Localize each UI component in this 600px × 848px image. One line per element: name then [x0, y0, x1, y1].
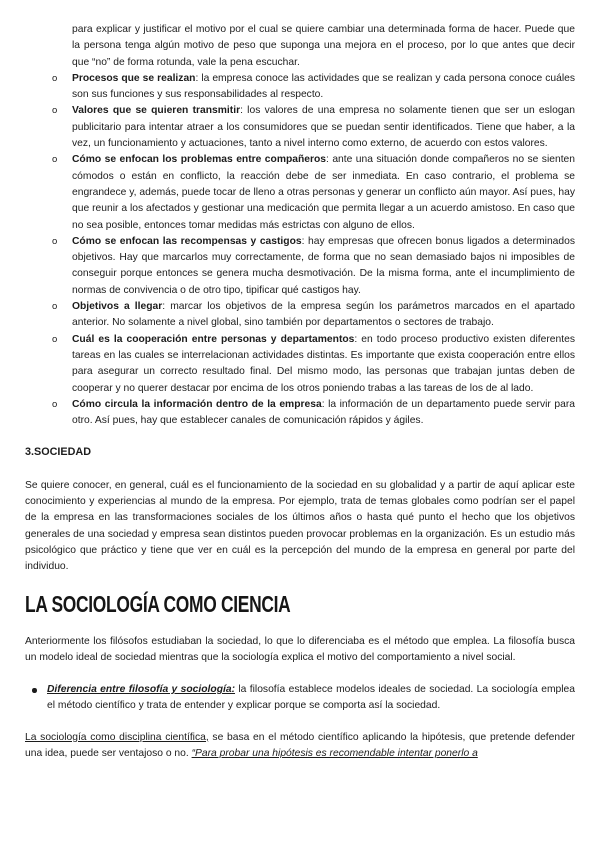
- list-item: [25, 71, 575, 104]
- list-item: [25, 152, 575, 233]
- process-aspects-list: [25, 71, 575, 430]
- circle-bullet-icon: o: [52, 235, 58, 247]
- list-item: [25, 397, 575, 430]
- circle-bullet-icon: o: [52, 154, 58, 166]
- list-item: [25, 299, 575, 332]
- item-text: : la información de un departamento puede servir para otro. Así pues, hay que establecer canales de comunicación rápidos y ágiles.: [72, 398, 575, 427]
- closing-quote: “Para probar una hipótesis es recomendable intentar ponerlo a: [191, 747, 478, 759]
- closing-lead-underlined: La sociología como disciplina científica,: [25, 731, 209, 743]
- item-title: Objetivos a llegar: [72, 301, 163, 313]
- item-title: Cómo se enfocan los problemas entre compañeros: [72, 154, 327, 166]
- sociedad-paragraph: Se quiere conocer, en general, cuál es el funcionamiento de la sociedad en su globalidad y a partir de aquí aplicar este conocimiento y experiencias al mundo de la empresa. Por ejemplo, trata de temas globales como podrían ser el papel de la empresa en las transformaciones sociales de los últimos años o hasta qué punto el hecho que los objetivos generales de una sociedad y empresa sean distintos pueden provocar problemas en la organización. Es un estudio más psicológico que práctico y tiene que ver en cuál es la percepción del mundo de la empresa en general por parte del individuo.: [25, 479, 575, 573]
- item-text: : hay empresas que ofrecen bonus ligados a determinados objetivos. Hay que marcarlos muy correctamente, de forma que no sean demasiado bajos ni imposibles de conseguir porque entonces se genera mucha desmotivación. De la misma forma, ante el incumplimiento de normas de convivencia o de otro tipo, tipificar qué castigos hay.: [72, 235, 575, 296]
- item-text: : en todo proceso productivo existen diferentes tareas en las cuales se interrelacionan actividades distintas. Es importante que exista cooperación entre ellos para asegurar un correcto resultado final. Del mismo modo, las personas que trabajan juntas deben de cooperar y no querer destacar por encima de los otros poniendo trabas a las tareas de los de al lado.: [72, 333, 575, 394]
- main-heading-text: LA SOCIOLOGÍA COMO CIENCIA: [25, 590, 291, 617]
- circle-bullet-icon: o: [52, 105, 58, 117]
- sociologia-intro-paragraph: Anteriormente los filósofos estudiaban la sociedad, lo que lo diferenciaba es el método que emplea. La filosofía busca un modelo ideal de sociedad mientras que la sociología explica el motivo del comportamiento a nivel social.: [25, 635, 575, 663]
- main-heading-sociologia: [25, 592, 575, 618]
- item-title: Procesos que se realizan: [72, 72, 196, 84]
- item-title: Valores que se quieren transmitir: [72, 105, 241, 117]
- circle-bullet-icon: o: [52, 398, 58, 410]
- item-title: Cómo circula la información dentro de la empresa: [72, 398, 322, 410]
- item-text: : ante una situación donde compañeros no se sienten cómodos o están en conflicto, la reacción debe de ser inmediata. En caso contrario, el problema se engrandece y, además, puede tocar de lleno a otras personas y generar un conflicto aún mayor. Así pues, hay que reunir a los afectados y gestionar una medicación que permita llegar a un acuerdo amistoso. En caso que no sea posible, entonces tomar medidas más estrictas con alguno de ellos.: [72, 154, 576, 231]
- closing-paragraph: [25, 730, 575, 763]
- page-content: [25, 22, 575, 778]
- intro-continuation-paragraph: para explicar y justificar el motivo por el cual se quiere cambiar una determinada forma de hacer. Puede que la persona tenga algún motivo de peso que suponga una mejora en el proceso, por lo que antes que decir que “no” de forma rotunda, vale la pena escuchar.: [72, 24, 575, 68]
- item-text: la filosofía establece modelos ideales de sociedad. La sociología emplea el método científico y trata de entender y explicar porque se comporta así la sociedad.: [47, 684, 575, 712]
- list-item: [25, 682, 575, 715]
- circle-bullet-icon: o: [52, 72, 58, 84]
- list-item: [25, 234, 575, 299]
- disc-bullet-icon: [32, 688, 37, 693]
- section-heading-sociedad: 3.SOCIEDAD: [25, 446, 91, 459]
- item-title: Diferencia entre filosofía y sociología:: [47, 684, 236, 696]
- item-text: : los valores de una empresa no solamente tienen que ser un eslogan publicitario para intentar atraer a los consumidores que se puedan sentir identificados. Tiene que haber, a la vez, un funcionamiento y actuaciones, tanto a nivel interno como externo, de acuerdo con estos valores.: [72, 105, 575, 150]
- circle-bullet-icon: o: [52, 301, 58, 313]
- list-item: [25, 332, 575, 397]
- difference-list: [25, 682, 575, 715]
- item-text: : la empresa conoce las actividades que se realizan y cada persona conoce cuáles son sus funciones y sus responsabilidades al respecto.: [72, 72, 575, 101]
- item-text: : marcar los objetivos de la empresa según los parámetros marcados en el apartado anterior. No solamente a nivel global, sino también por departamentos o sectores de trabajo.: [72, 301, 576, 329]
- circle-bullet-icon: o: [52, 333, 58, 345]
- list-item: [25, 103, 575, 152]
- closing-middle-text: se basa en el método científico aplicando la hipótesis, que pretende defender una idea, puede ser ventajoso o no.: [25, 731, 575, 759]
- item-title: Cuál es la cooperación entre personas y departamentos: [72, 333, 355, 345]
- item-title: Cómo se enfocan las recompensas y castigos: [72, 235, 302, 247]
